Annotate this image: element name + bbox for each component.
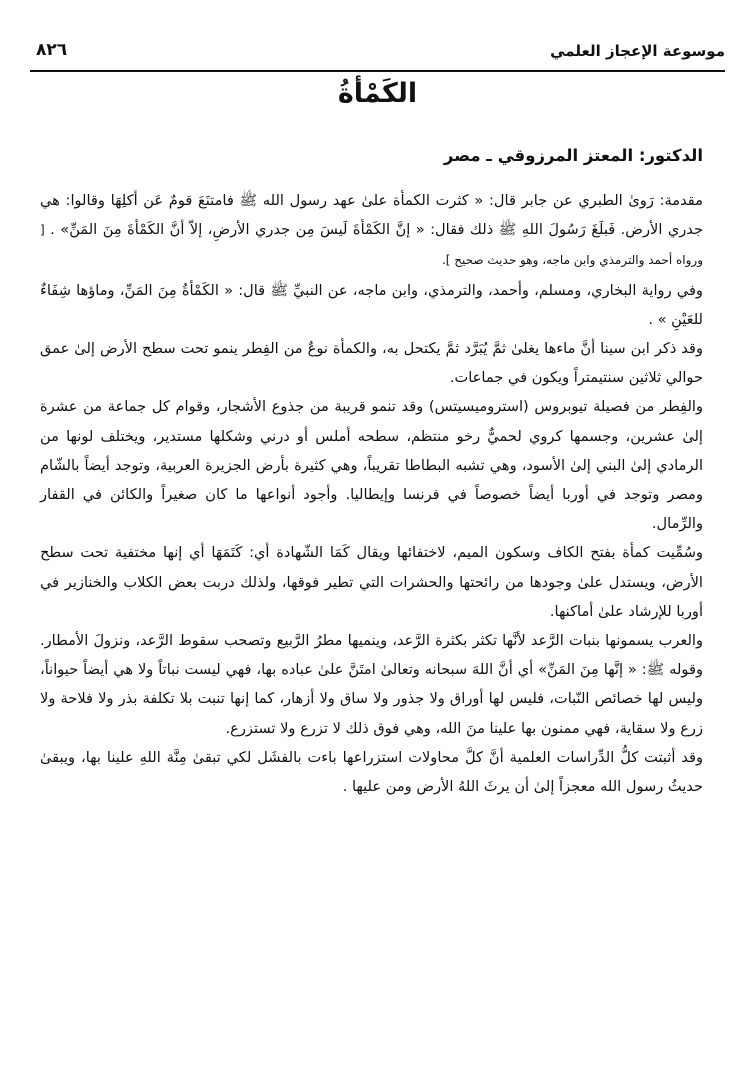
paragraph-introduction [40, 186, 703, 276]
paragraph-naming: وسُمِّيت كمأة بفتح الكاف وسكون الميم، لاختفائها ويقال كَمَا الشّهادة أي: كَتَمَهَا أي إنها مختفية تحت سطح الأرض، ويستدل علىٰ وجودها من رائحتها والحشرات التي تطير فوقها، ولذلك دربت بعض الكلاب والخنازير في أوربا للإرشاد علىٰ أماكنها. [40, 544, 703, 620]
paragraph-bukhari-narration: وفي رواية البخاري، ومسلم، وأحمد، والترمذي، وابن ماجه، عن النبيِّ ﷺ قال: « الكَمْأةُ مِنَ المَنِّ، وماؤها شِفَاءٌ للعَيْنِ » . [40, 281, 703, 328]
article-body [40, 186, 703, 801]
page-number: ٨٢٦ [36, 40, 68, 60]
article-title: الكَمْأةُ [337, 78, 418, 109]
running-title: موسوعة الإعجاز العلمي [550, 42, 725, 60]
paragraph-cultivation-studies: وقد أثبتت كلُّ الدِّراسات العلمية أنَّ كلَّ محاولات استزراعها باءت بالفشَل لكي تبقىٰ مِنَّة اللهِ علينا بها، ويبقىٰ حديثُ رسول الله معجزاً إلىٰ أن يرثَ اللهُ الأرض ومن عليها . [40, 748, 703, 796]
paragraph-text: مقدمة: رَوىٰ الطبري عن جابر قال: « كثرت الكمأة علىٰ عهد رسول الله ﷺ فامتنَعَ قومٌ عَن أكلِهَا وقالوا: هي جدري الأرض. فَبلَغَ رَسُولَ اللهِ ﷺ ذلك فقال: « إنَّ الكَمْأةَ لَيسَ مِن جدري الأرضِ، إلاّ أنَّ الكَمْأةَ مِنَ المَنِّ» . [40, 192, 703, 239]
page-header [30, 36, 725, 72]
paragraph-ibn-sina: وقد ذكر ابن سينا أنَّ ماءها يغلىٰ ثمَّ يُبَرَّد ثمَّ يكتحل به، والكمأة نوعٌ من الفِطر ينمو تحت سطح الأرض إلىٰ عمق حوالي ثلاثين سنتيمتراً ويكون في جماعات. [40, 340, 703, 387]
article-author: الدكتور: المعتز المرزوقي ـ مصر [443, 146, 703, 165]
hadith-reference-note: [ ورواه أحمد والترمذي وابن ماجه، وهو حديث صحيح ]. [40, 223, 703, 268]
paragraph-thunder-plant: والعرب يسمونها بنبات الرَّعد لأنَّها تكثر بكثرة الرَّعد، وينميها مطرُ الرَّبيع وتصحب سقوط الرَّعد، ونزولَ الأمطار. وقوله ﷺ: « إنَّها مِنَ المَنِّ» أي أنَّ اللهَ سبحانه وتعالىٰ امتَنَّ علىٰ عباده بها، فهي ليست نباتاً ولا هي أيضاً حيواناً، وليس لها خصائص النّبات، فليس لها أوراق ولا جذور ولا ساق ولا أزهار، كما إنها تنبت بلا تكلفة بذر ولا فلاحة ولا زرع ولا سقاية، فهي ممنون بها علينا منَ الله، وهي فوق ذلك لا تزرع ولا تستزرع. [40, 632, 703, 737]
paragraph-fungus-description: والفِطر من فصيلة تيوبروس (استروميسيتس) وقد تنمو قريبة من جذوع الأشجار، وقوام كل جماعة من عشرة إلىٰ عشرين، وجسمها كروي لحميٌّ رخو منتظم، سطحه أملس أو درني وشكلها مستدير، ويختلف لونها من الرمادي إلىٰ البني إلىٰ الأسود، وهي تشبه البطاطا تقريباً، وهي كثيرة بأرض الجزيرة العربية، وتوجد أيضاً بالشّام ومصر وتوجد في أوربا أيضاً خصوصاً في فرنسا وإيطاليا. وأجود أنواعها ما كان صغيراً والكائن في القفار والرِّمال. [40, 398, 703, 533]
